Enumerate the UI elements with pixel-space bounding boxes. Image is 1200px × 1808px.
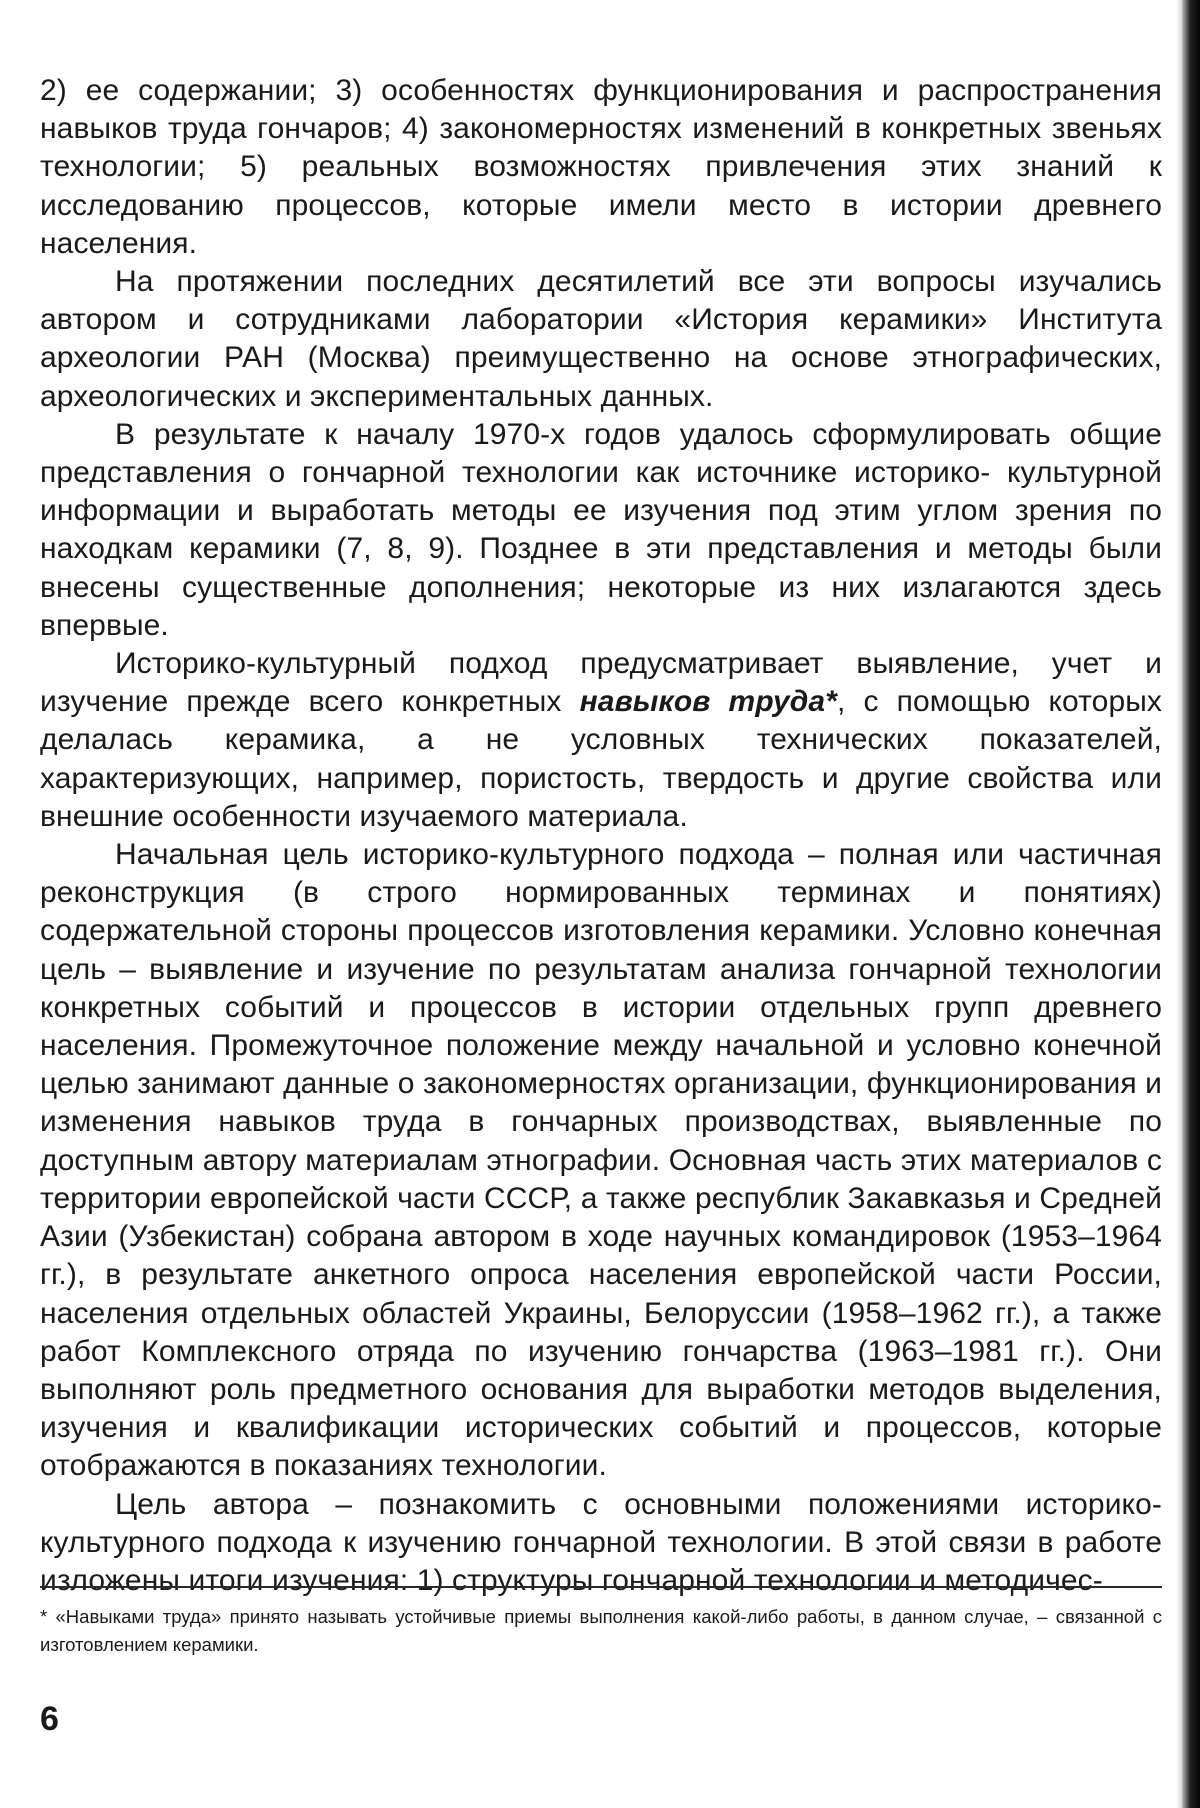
paragraph-1: 2) ее содержании; 3) особенностях функционирования и распространения навыков труда гончаров; 4) закономерностях изменений в конкретных звеньях технологии; 5) реальных возможностях привлечения этих знаний к исследованию процессов, которые имели место в истории древнего населения. xyxy=(40,74,1162,260)
paragraph-5: Начальная цель историко-культурного подхода – полная или частичная реконструкция (в строго нормированных терминах и понятиях) содержательной стороны процессов изготовления керамики. Условно конечная цель – выявление и изучение по результатам анализа гончарной технологии конкретных событий и процессов в истории отдельных групп древнего населения. Промежуточное положение между начальной и условно конечной целью занимают данные о закономерностях организации, функционирования и изменения навыков труда в гончарных производствах, выявленные по доступным автору материалам этнографии. Основная часть этих материалов с территории европейской части СССР, а также республик Закавказья и Средней Азии (Узбекистан) собрана автором в ходе научных командировок (1953–1964 гг.), в результате анкетного опроса населения европейской части России, населения отдельных областей Украины, Белоруссии (1958–1962 гг.), а также работ Комплексного отряда по изучению гончарства (1963–1981 гг.). Они выполняют роль предметного основания для выработки методов выделения, изучения и квалификации исторических событий и процессов, которые отображаются в показаниях технологии. xyxy=(40,838,1162,1483)
page-number: 6 xyxy=(40,1700,59,1738)
page-body xyxy=(40,72,1162,1600)
emphasis-term: навыков труда* xyxy=(579,685,837,719)
paragraph-6: Цель автора – познакомить с основными положениями историко-культурного подхода к изучению гончарной технологии. В этой связи в работе изложены итоги изучения: 1) структуры гончарной технологии и методичес- xyxy=(40,1487,1162,1597)
footnote: * «Навыками труда» принято называть устойчивые приемы выполнения какой-либо работы, в данном случае, – связанной с изготовлением керамики. xyxy=(40,1606,1162,1655)
paragraph-3: В результате к началу 1970-х годов удалось сформулировать общие представления о гончарной технологии как источнике историко- культурной информации и выработать методы ее изучения под этим углом зрения по находкам керамики (7, 8, 9). Позднее в эти представления и методы были внесены существенные дополнения; некоторые из них излагаются здесь впервые. xyxy=(40,417,1162,642)
paragraph-4-start: Историко-культурный подход предусматривает выявление, учет и изучение прежде всего конкретных xyxy=(40,647,1162,719)
paragraph-4-end: , с помощью которых делалась керамика, а не условных технических показателей, характеризующих, например, пористость, твердость и другие свойства или внешние особенности изучаемого материала. xyxy=(40,685,1162,833)
paragraph-4 xyxy=(40,645,1162,836)
paragraph-2: На протяжении последних десятилетий все эти вопросы изучались автором и сотрудниками лаборатории «История керамики» Института археологии РАН (Москва) преимущественно на основе этнографических, археологических и экспериментальных данных. xyxy=(40,265,1162,413)
book-binding-edge xyxy=(1182,0,1200,1808)
footnote-divider xyxy=(40,1586,1162,1588)
